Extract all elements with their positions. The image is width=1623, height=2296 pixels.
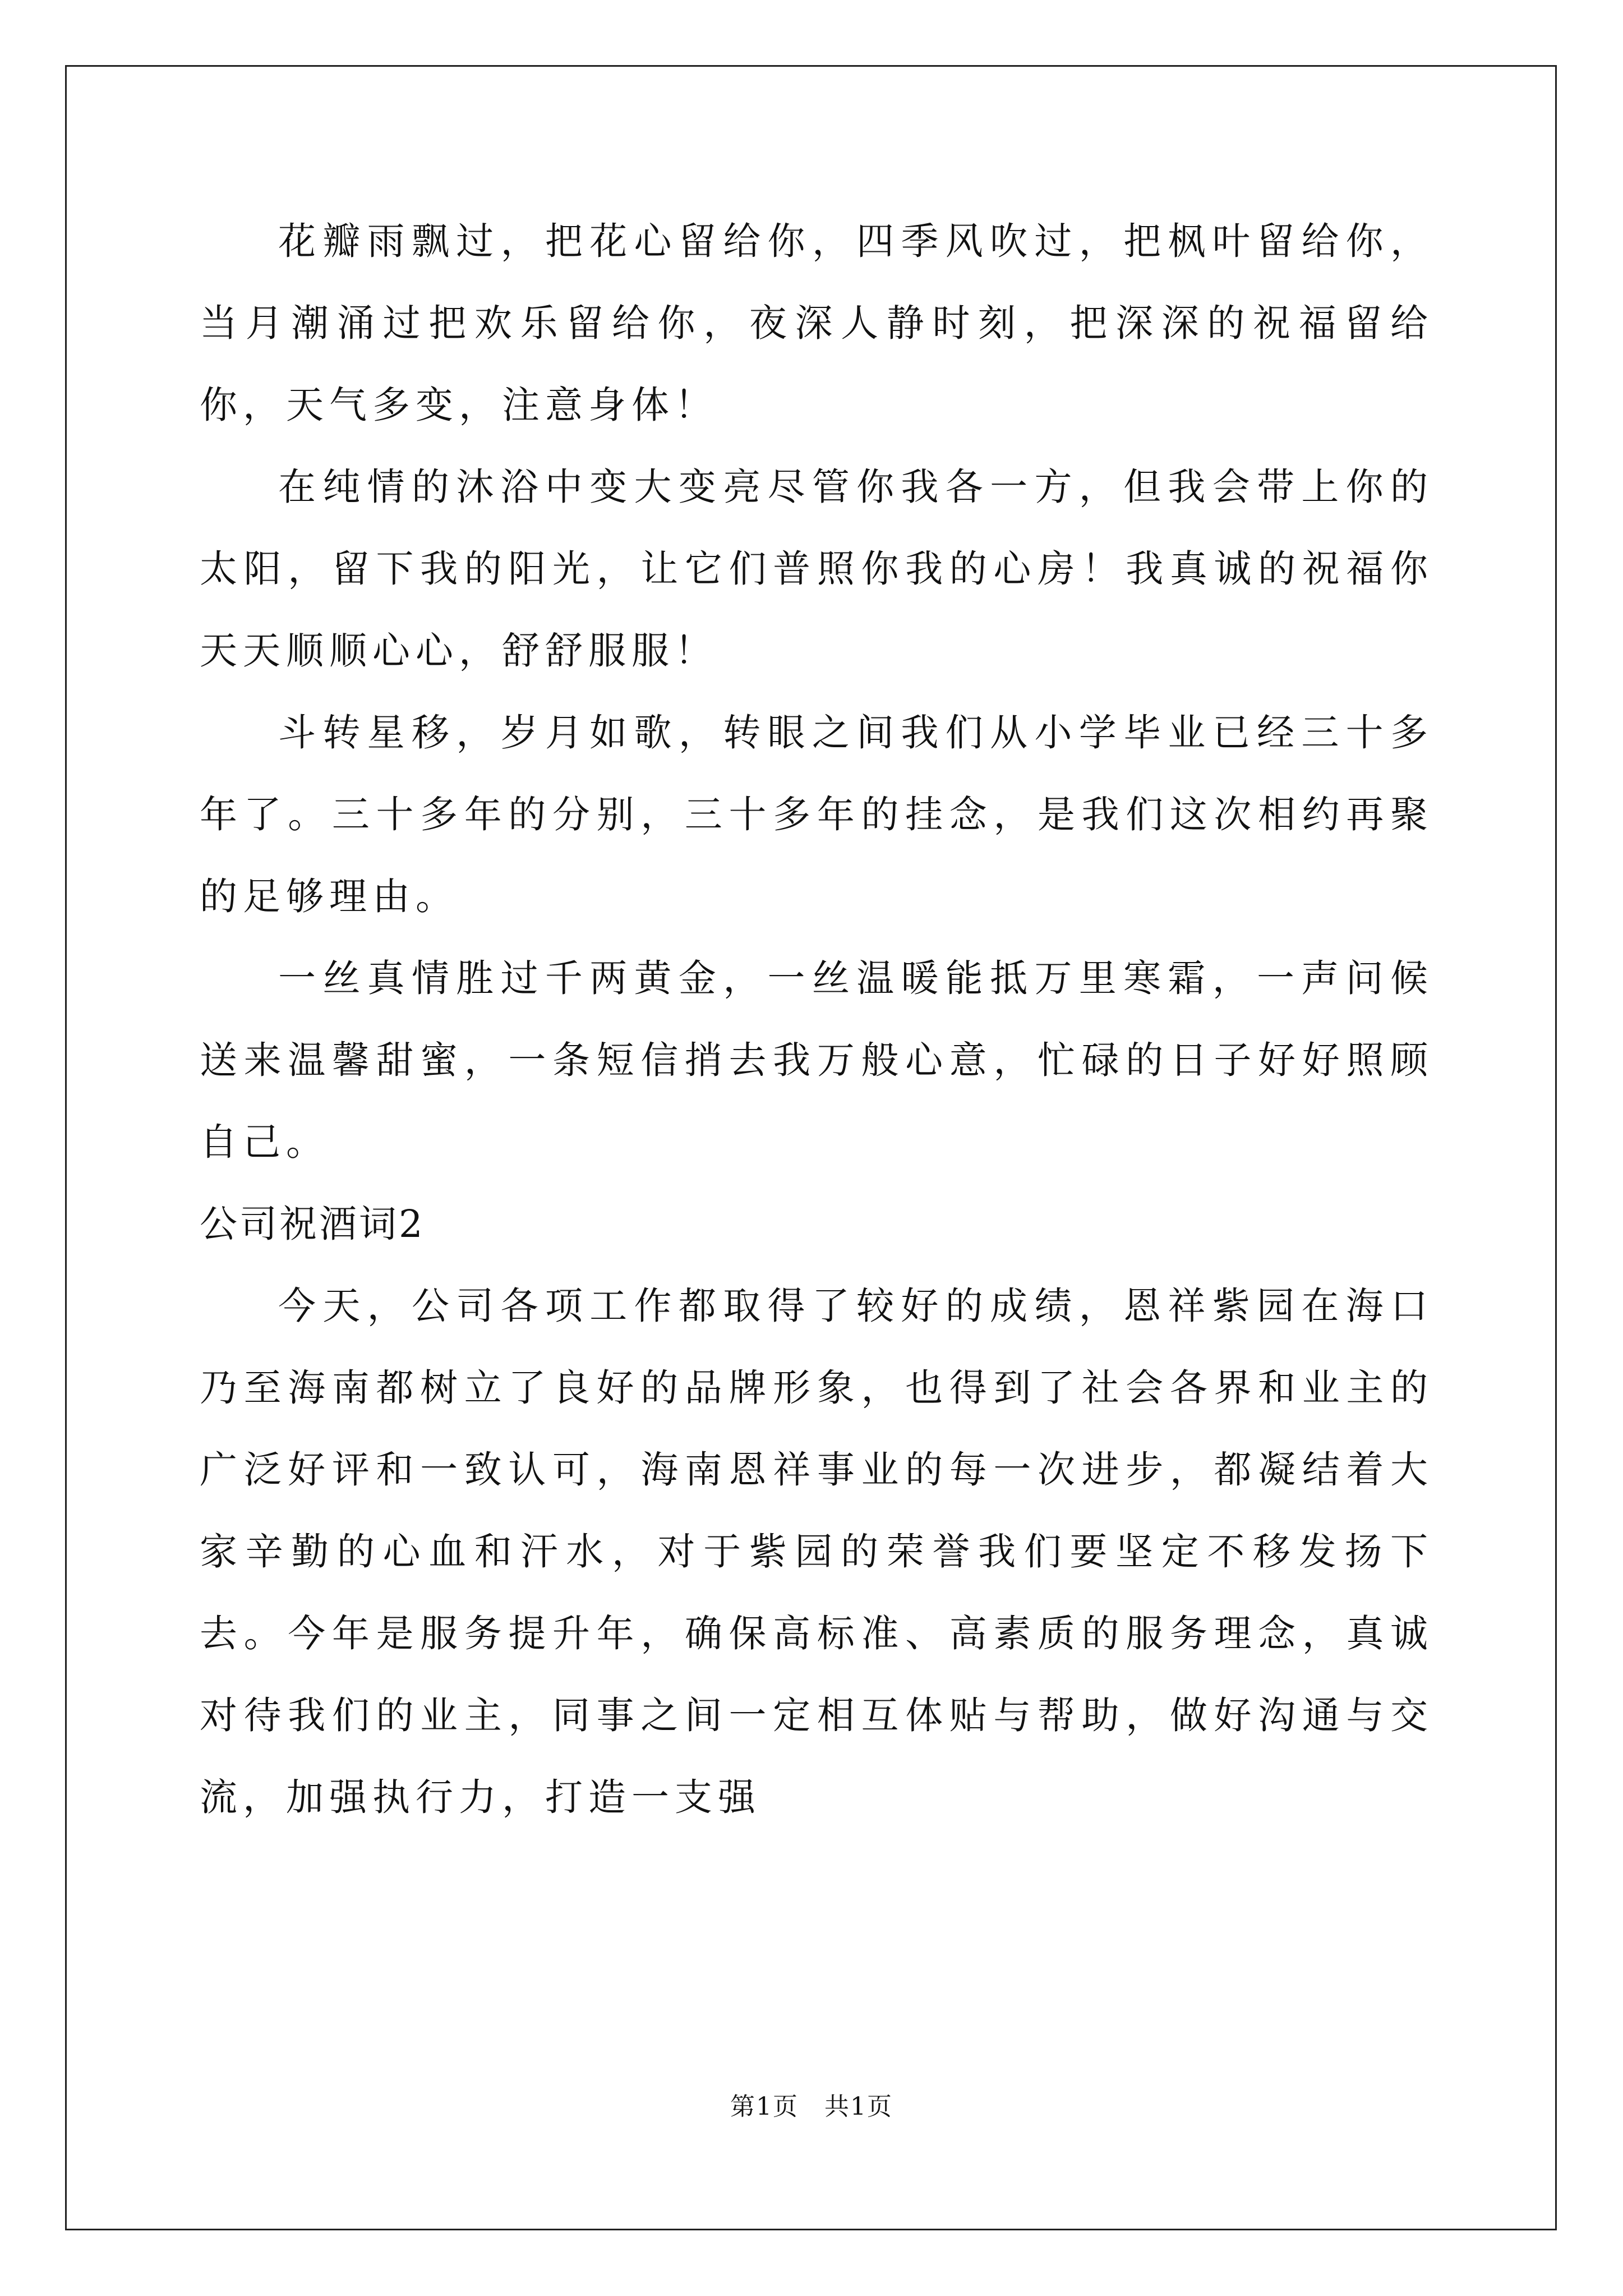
paragraph-company-toast: 今天，公司各项工作都取得了较好的成绩，恩祥紫园在海口乃至海南都树立了良好的品牌形象，也得到了社会各界和业主的广泛好评和一致认可，海南恩祥事业的每一次进步，都凝结着大家辛勤的心血和汗水，对于紫园的荣誉我们要坚定不移发扬下去。今年是服务提升年，确保高标准、高素质的服务理念，真诚对待我们的业主，同事之间一定相互体贴与帮助，做好沟通与交流，加强执行力，打造一支强 — [200, 1284, 1433, 1819]
section-heading: 公司祝酒词2 — [200, 1202, 425, 1246]
paragraph-pure-feeling: 在纯情的沐浴中变大变亮尽管你我各一方，但我会带上你的太阳，留下我的阳光，让它们普照你我的心房！我真诚的祝福你天天顺顺心心，舒舒服服！ — [200, 465, 1433, 673]
page-footer — [0, 2090, 1623, 2124]
paragraph-petal-rain: 花瓣雨飘过，把花心留给你，四季风吹过，把枫叶留给你，当月潮涌过把欢乐留给你，夜深人静时刻，把深深的祝福留给你，天气多变，注意身体！ — [200, 219, 1433, 427]
paragraph-thirty-years: 斗转星移，岁月如歌，转眼之间我们从小学毕业已经三十多年了。三十多年的分别，三十多年的挂念，是我们这次相约再聚的足够理由。 — [200, 711, 1433, 918]
page-number-total: 共1页 — [824, 2092, 893, 2121]
document-body — [200, 200, 1433, 1838]
paragraph-true-feeling: 一丝真情胜过千两黄金，一丝温暖能抵万里寒霜，一声问候送来温馨甜蜜，一条短信捎去我万般心意，忙碌的日子好好照顾自己。 — [200, 956, 1433, 1164]
page-number-current: 第1页 — [730, 2092, 799, 2121]
